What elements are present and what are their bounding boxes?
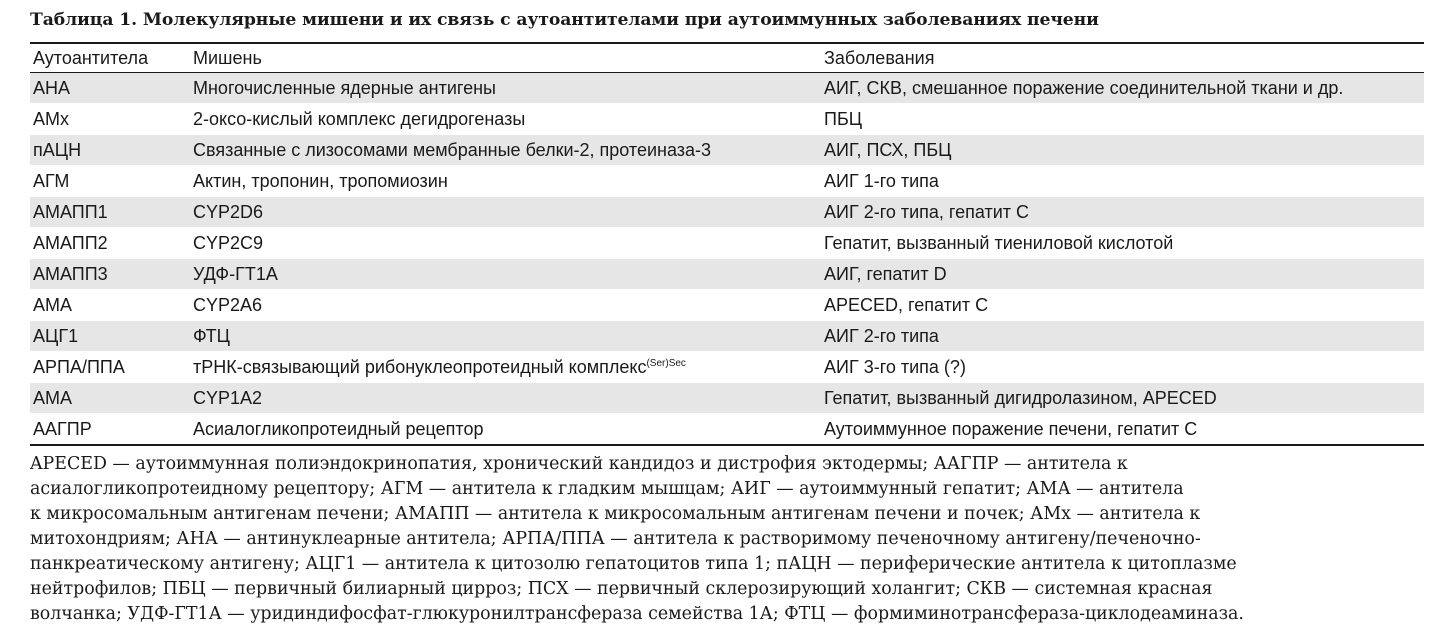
footnote-line: волчанка; УДФ-ГТ1А — уридиндифосфат-глюкуронилтрансфераза семейства 1А; ФТЦ — формиминотрансфераза-циклодеаминаза. [30,604,1244,624]
footnote-line: митохондриям; АНА — антинуклеарные антитела; АРПА/ППА — антитела к растворимому печеночному антигену/печеночно- [30,529,1201,549]
cell-antibody: АМАПП2 [33,233,108,253]
header-target: Мишень [193,48,262,68]
cell-target-superscript: (Ser)Sec [646,358,686,369]
cell-target: CYP1A2 [193,388,263,408]
cell-disease: АИГ 1-го типа [824,171,939,191]
cell-antibody: АГМ [33,171,70,191]
footnote-line: APECED — аутоиммунная полиэндокринопатия, хронический кандидоз и дистрофия эктодермы; ААГПР — антитела к [30,454,1128,474]
cell-target: Актин, тропонин, тропомиозин [193,171,448,191]
autoantibody-table [30,44,1424,444]
footnote-line: панкреатическому антигену; АЦГ1 — антитела к цитозолю гепатоцитов типа 1; пАЦН — периферические антитела к цитоплазме [30,554,1237,574]
table-row [30,383,1424,414]
table-row [30,104,1424,135]
cell-target: CYP2A6 [193,295,263,315]
cell-antibody: АРПА/ППА [33,357,125,377]
cell-target: ФТЦ [193,326,230,346]
abbreviations-footnote [30,452,1424,627]
cell-target: Асиалогликопротеидный рецептор [193,419,484,439]
cell-target-text: тРНК-связывающий рибонуклеопротеидный комплекс [193,357,647,377]
footnote-line: нейтрофилов; ПБЦ — первичный билиарный цирроз; ПСХ — первичный склерозирующий холангит; СКВ — системная красная [30,579,1213,599]
table-row [30,197,1424,228]
table-header-row [30,44,1424,73]
table-title: Таблица 1. Молекулярные мишени и их связь с аутоантителами при аутоиммунных заболеваниях печени [30,10,1099,30]
cell-antibody: ААГПР [33,419,92,439]
cell-disease: Гепатит, вызванный дигидролазином, APECED [824,388,1217,408]
cell-target: Многочисленные ядерные антигены [193,78,496,98]
table-row [30,73,1424,104]
cell-disease: АИГ 3-го типа (?) [824,357,966,377]
table-row [30,290,1424,321]
cell-target: Связанные с лизосомами мембранные белки-2, протеиназа-3 [193,140,712,160]
cell-disease: АИГ 2-го типа, гепатит С [824,202,1030,222]
table-row [30,166,1424,197]
header-disease: Заболевания [824,48,935,68]
cell-antibody: АЦГ1 [33,326,79,346]
document-page [30,0,1424,627]
table-row [30,352,1424,383]
header-antibody: Аутоантитела [33,48,149,68]
cell-disease: АИГ, гепатит D [824,264,947,284]
footnote-line: к микросомальным антигенам печени; АМАПП — антитела к микросомальным антигенам печени и почек; АМх — антитела к [30,504,1201,524]
table-row [30,321,1424,352]
cell-disease: ПБЦ [824,109,863,129]
cell-target: УДФ-ГТ1А [193,264,278,284]
table-row [30,228,1424,259]
table-row [30,414,1424,445]
cell-target: 2-оксо-кислый комплекс дегидрогеназы [193,109,526,129]
cell-disease: АИГ 2-го типа [824,326,939,346]
cell-disease: Гепатит, вызванный тиениловой кислотой [824,233,1174,253]
cell-antibody: АНА [33,78,71,98]
cell-antibody: пАЦН [33,140,82,160]
cell-antibody: АМА [33,295,73,315]
cell-disease: Аутоиммунное поражение печени, гепатит С [824,419,1198,439]
footnote-line: асиалогликопротеидному рецептору; АГМ — антитела к гладким мышцам; АИГ — аутоиммунный гепатит; АМА — антитела [30,479,1184,499]
cell-target: CYP2C9 [193,233,264,253]
cell-disease: АИГ, ПСХ, ПБЦ [824,140,952,160]
cell-target [190,352,821,383]
cell-antibody: АМАПП3 [33,264,108,284]
cell-target: CYP2D6 [193,202,264,222]
cell-antibody: АМАПП1 [33,202,108,222]
cell-antibody: АМА [33,388,73,408]
cell-antibody: АМх [33,109,69,129]
table-row [30,135,1424,166]
bottom-rule [30,444,1424,446]
cell-disease: АИГ, СКВ, смешанное поражение соединительной ткани и др. [824,78,1344,98]
table-row [30,259,1424,290]
cell-disease: APECED, гепатит С [824,295,989,315]
